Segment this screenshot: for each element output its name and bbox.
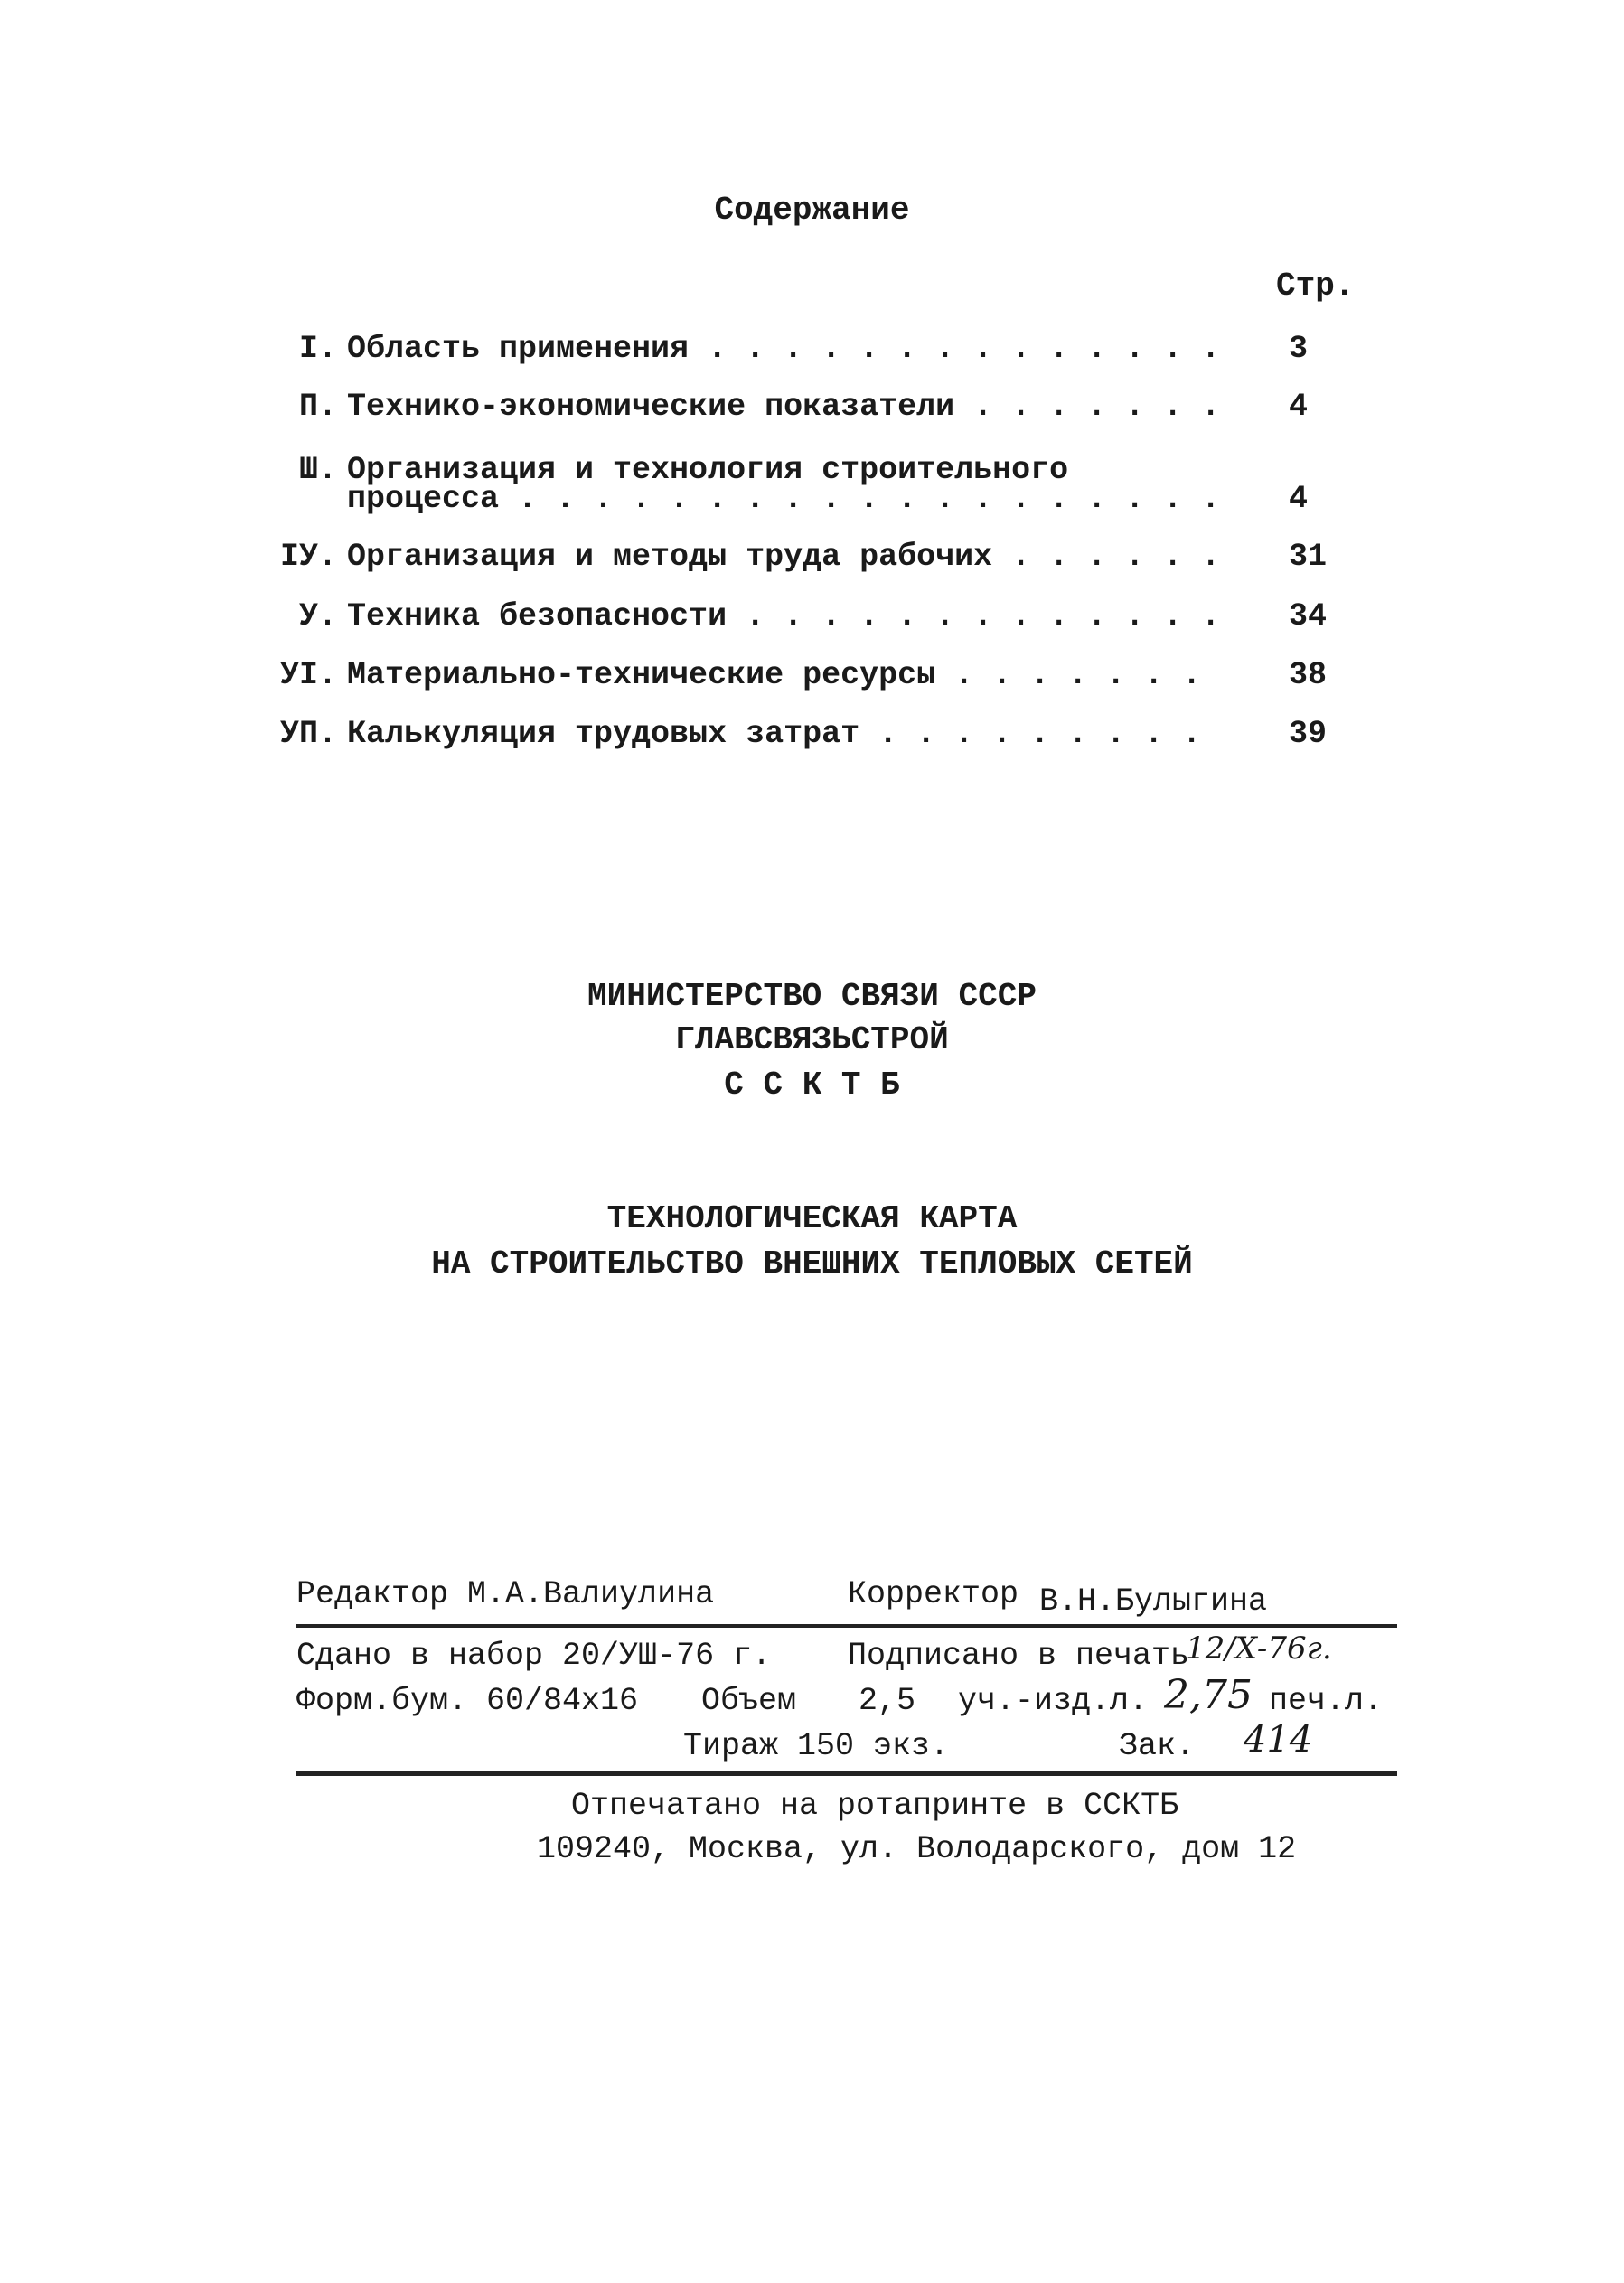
toc-item-text-continued: процесса . . .: [347, 481, 1215, 517]
toc-item: [0, 657, 1624, 711]
toc-item-page: 34: [1289, 598, 1328, 634]
toc-item: [0, 389, 1624, 443]
org-bureau: С С К Т Б: [724, 1066, 900, 1104]
org-department: ГЛАВСВЯЗЬСТРОЙ: [675, 1021, 949, 1058]
imprint-order-handwritten: 414: [1244, 1719, 1313, 1761]
toc-item-continuation: [0, 481, 1624, 535]
imprint-order-label: Зак.: [1119, 1728, 1196, 1764]
imprint-corrector-label: Корректор: [848, 1576, 1019, 1612]
imprint-address: 109240, Москва, ул. Володарского, дом 12: [537, 1831, 1297, 1867]
toc-item-number: IУ.: [279, 539, 337, 575]
imprint-bottom-rule: [296, 1771, 1397, 1776]
toc-item: [0, 716, 1624, 770]
toc-page-header: Стр.: [1276, 268, 1355, 305]
org-ministry: МИНИСТЕРСТВО СВЯЗИ СССР: [587, 978, 1037, 1015]
imprint-printed-at: Отпечатано на ротапринте в ССКТБ: [571, 1788, 1179, 1824]
toc-item-page: 39: [1289, 716, 1328, 752]
toc-item: [0, 539, 1624, 593]
doc-title-line2: НА СТРОИТЕЛЬСТВО ВНЕШНИХ ТЕПЛОВЫХ СЕТЕЙ: [431, 1245, 1193, 1282]
toc-item-page: 3: [1289, 331, 1309, 367]
toc-item-text: Технико-экономические показатели . . .: [347, 389, 1215, 425]
imprint-signed-date-handwritten: 12/Х-76г.: [1186, 1630, 1332, 1667]
imprint-editor: Редактор М.А.Валиулина: [296, 1576, 715, 1612]
toc-item-number: УП.: [279, 716, 337, 752]
imprint-top-rule: [296, 1624, 1397, 1628]
imprint-sheets-handwritten: 2,75: [1164, 1672, 1253, 1718]
toc-item-text: Материально-технические ресурсы . . .: [347, 657, 1215, 693]
toc-item-page: 31: [1289, 539, 1328, 575]
imprint-sheets-unit: печ.л.: [1269, 1683, 1384, 1719]
toc-item-page: 4: [1289, 481, 1309, 517]
toc-item-number: I.: [298, 331, 337, 367]
toc-item-page: 4: [1289, 389, 1309, 425]
imprint-volume-unit: уч.-изд.л.: [958, 1683, 1149, 1719]
toc-item-number: П.: [298, 389, 337, 425]
toc-item: [0, 331, 1624, 385]
toc-item-text: Организация и технология строительного: [347, 452, 1069, 488]
toc-item-text: Организация и методы труда рабочих . . .: [347, 539, 1215, 575]
toc-item-text: Техника безопасности . . .: [347, 598, 1215, 634]
toc-item-number: УI.: [279, 657, 337, 693]
imprint-print-run: Тираж 150 экз.: [683, 1728, 950, 1764]
toc-item-text: Область применения . . .: [347, 331, 1215, 367]
imprint-volume-value: 2,5: [859, 1683, 916, 1719]
imprint-volume-label: Объем: [701, 1683, 797, 1719]
toc-item-number: У.: [298, 598, 337, 634]
toc-item: [0, 598, 1624, 653]
imprint-corrector-name: В.Н.Булыгина: [1039, 1583, 1268, 1620]
imprint-signed-label: Подписано в печать: [848, 1638, 1190, 1674]
imprint-format: Форм.бум. 60/84x16: [296, 1683, 639, 1719]
toc-title: Содержание: [714, 192, 910, 229]
toc-item-text: Калькуляция трудовых затрат . . .: [347, 716, 1215, 752]
imprint-typeset: Сдано в набор 20/УШ-76 г.: [296, 1638, 772, 1674]
doc-title-line1: ТЕХНОЛОГИЧЕСКАЯ КАРТА: [606, 1200, 1018, 1237]
toc-item-page: 38: [1289, 657, 1328, 693]
toc-item-number: Ш.: [298, 452, 337, 488]
